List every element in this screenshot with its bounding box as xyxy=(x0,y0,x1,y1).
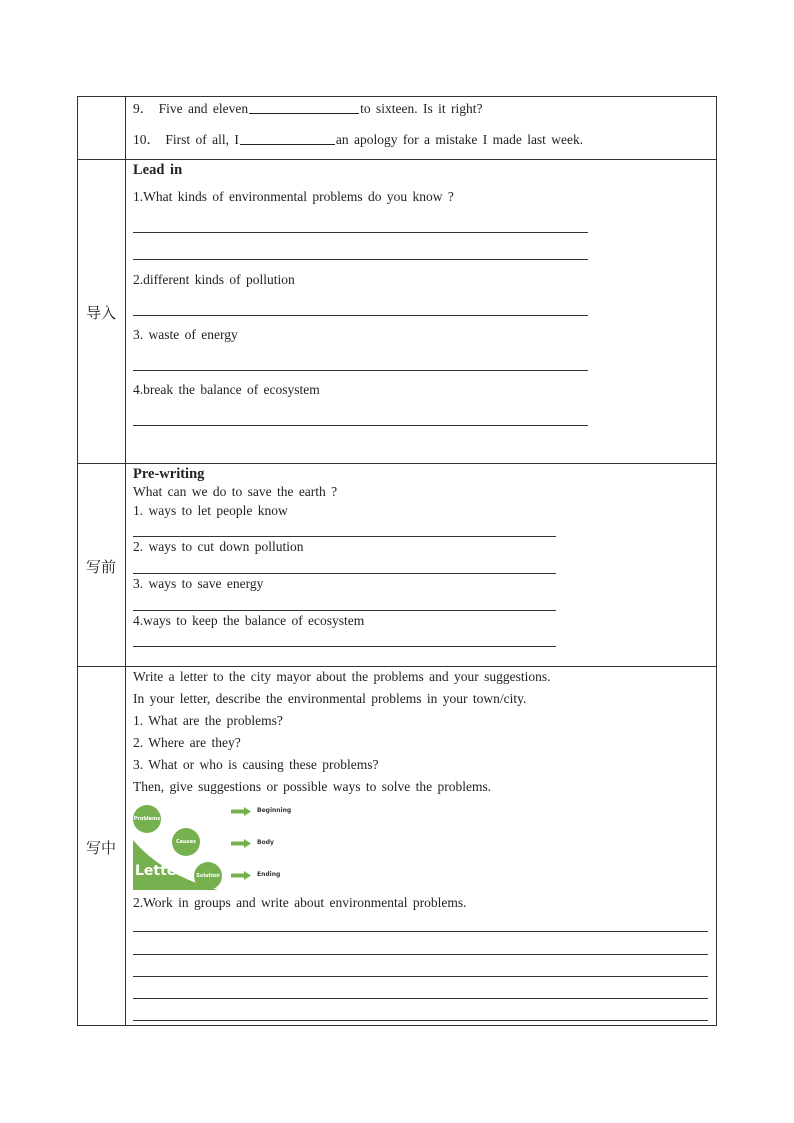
prewriting-item-2: 2. ways to cut down pollution xyxy=(133,539,304,554)
prewriting-answer-line[interactable] xyxy=(133,610,556,611)
writing-instruction-1: Write a letter to the city mayor about the problems and your suggestions. xyxy=(133,669,551,684)
leadin-label: 导入 xyxy=(85,304,116,322)
diagram-bubble-causes: Causes xyxy=(172,828,200,856)
writing-instruction-3: Then, give suggestions or possible ways to solve the problems. xyxy=(133,779,492,794)
leadin-item-2: 2.different kinds of pollution xyxy=(133,272,295,287)
writing-instruction-2: In your letter, describe the environmental problems in your town/city. xyxy=(133,691,527,706)
table-column-divider xyxy=(125,96,126,1026)
writing-answer-line[interactable] xyxy=(133,976,708,977)
table-border-right xyxy=(716,96,717,1026)
diagram-beginning-label: Beginning xyxy=(257,807,292,814)
prewriting-item-3: 3. ways to save energy xyxy=(133,576,264,591)
question-9 xyxy=(133,100,482,117)
writing-question-1: 1. What are the problems? xyxy=(133,713,283,728)
writing-answer-line[interactable] xyxy=(133,998,708,999)
prewriting-answer-line[interactable] xyxy=(133,536,556,537)
prewriting-question: What can we do to save the earth ? xyxy=(133,484,338,499)
writing-answer-line[interactable] xyxy=(133,1020,708,1021)
writing-answer-line[interactable] xyxy=(133,931,708,932)
question-10-tail: an apology for a mistake I made last week. xyxy=(335,132,584,147)
prewriting-label: 写前 xyxy=(85,558,116,576)
writing-label: 写中 xyxy=(85,839,116,857)
row-divider-2 xyxy=(77,463,717,464)
leadin-answer-line[interactable] xyxy=(133,315,588,316)
question-10 xyxy=(133,131,583,148)
row-divider-1 xyxy=(77,159,717,160)
diagram-ending-label: Ending xyxy=(257,871,281,878)
arrow-right-icon xyxy=(231,871,251,880)
arrow-right-icon xyxy=(231,839,251,848)
leadin-answer-line[interactable] xyxy=(133,425,588,426)
diagram-letter-label: Letter xyxy=(135,863,184,879)
leadin-item-3: 3. waste of energy xyxy=(133,327,238,342)
leadin-item-4: 4.break the balance of ecosystem xyxy=(133,382,320,397)
letter-structure-diagram xyxy=(133,800,303,890)
leadin-answer-line[interactable] xyxy=(133,232,588,233)
writing-answer-line[interactable] xyxy=(133,954,708,955)
diagram-bubble-solution: Solution xyxy=(194,862,222,890)
question-9-text: 9． Five and eleven xyxy=(133,101,249,116)
question-9-tail: to sixteen. Is it right? xyxy=(360,101,483,116)
diagram-bubble-problems: Problems xyxy=(133,805,161,833)
question-10-blank[interactable] xyxy=(240,131,335,145)
writing-question-3: 3. What or who is causing these problems? xyxy=(133,757,379,772)
leadin-item-1: 1.What kinds of environmental problems do you know ? xyxy=(133,189,454,204)
question-9-blank[interactable] xyxy=(249,100,359,114)
prewriting-answer-line[interactable] xyxy=(133,573,556,574)
writing-task: 2.Work in groups and write about environmental problems. xyxy=(133,895,467,910)
row-divider-3 xyxy=(77,666,717,667)
prewriting-answer-line[interactable] xyxy=(133,646,556,647)
table-border-bottom xyxy=(77,1025,717,1026)
leadin-heading: Lead in xyxy=(133,162,183,178)
prewriting-item-4: 4.ways to keep the balance of ecosystem xyxy=(133,613,365,628)
arrow-right-icon xyxy=(231,807,251,816)
diagram-body-label: Body xyxy=(257,839,274,846)
prewriting-heading: Pre-writing xyxy=(133,466,205,482)
prewriting-item-1: 1. ways to let people know xyxy=(133,503,288,518)
leadin-answer-line[interactable] xyxy=(133,259,588,260)
writing-question-2: 2. Where are they? xyxy=(133,735,241,750)
table-border-top xyxy=(77,96,717,97)
question-10-text: 10． First of all, I xyxy=(133,132,239,147)
leadin-answer-line[interactable] xyxy=(133,370,588,371)
